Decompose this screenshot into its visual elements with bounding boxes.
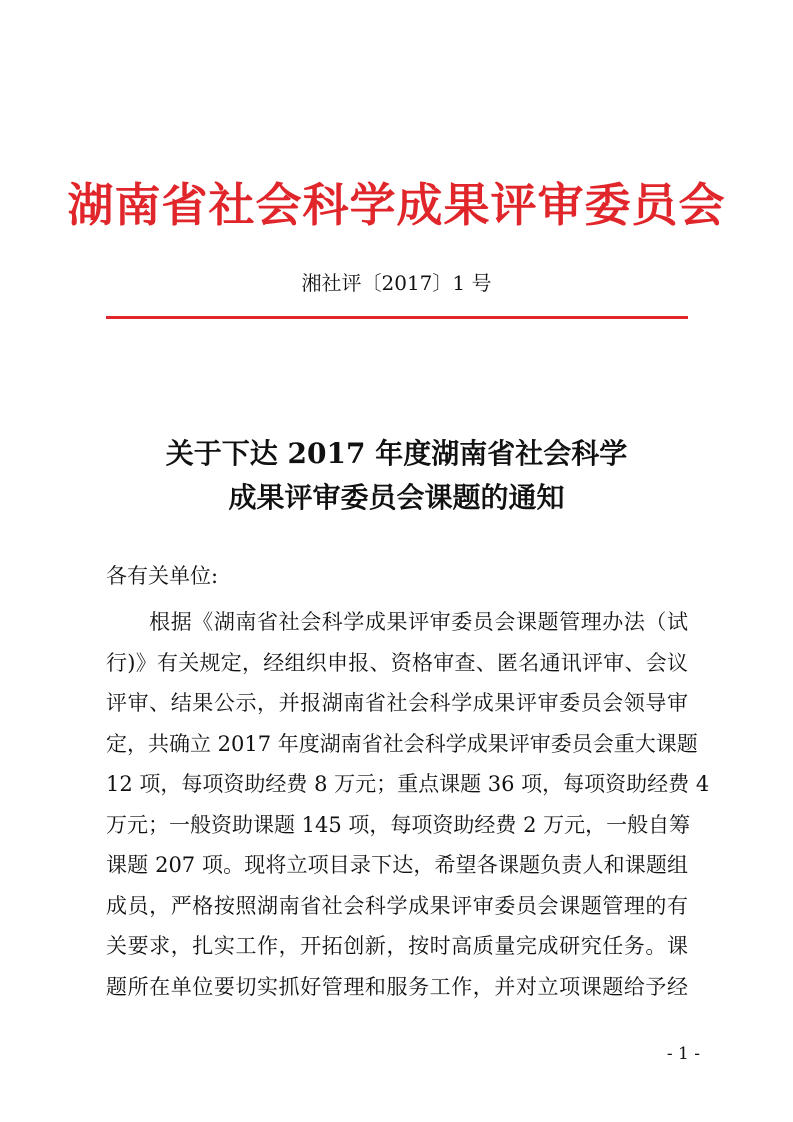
salutation: 各有关单位: <box>106 564 219 588</box>
notice-title-line: 关于下达 2017 年度湖南省社会科学 <box>165 437 628 470</box>
body-line: 12 项，每项资助经费 8 万元；重点课题 36 项，每项资助经费 4 <box>106 772 710 796</box>
body-line: 行)》有关规定，经组织申报、资格审查、匿名通讯评审、会议 <box>106 650 688 675</box>
body-line: 评审、结果公示，并报湖南省社会科学成果评审委员会领导审 <box>106 691 688 715</box>
red-divider-line <box>106 316 688 319</box>
body-line: 万元；一般资助课题 145 项，每项资助经费 2 万元，一般自筹 <box>106 812 691 837</box>
body-line: 成员，严格按照湖南省社会科学成果评审委员会课题管理的有 <box>106 893 688 918</box>
notice-title <box>0 432 793 520</box>
body-paragraph <box>106 602 710 1007</box>
body-line: 关要求，扎实工作，开拓创新，按时高质量完成研究任务。课 <box>106 934 688 958</box>
issuing-organization-header: 湖南省社会科学成果评审委员会 <box>67 178 726 232</box>
body-line: 根据《湖南省社会科学成果评审委员会课题管理办法（试 <box>106 610 688 634</box>
document-number: 湘社评〔2017〕1 号 <box>301 271 492 295</box>
page-number: - 1 - <box>666 1044 700 1064</box>
notice-title-line: 成果评审委员会课题的通知 <box>228 481 565 514</box>
body-line: 题所在单位要切实抓好管理和服务工作，并对立项课题给予经 <box>106 974 688 999</box>
body-line: 定，共确立 2017 年度湖南省社会科学成果评审委员会重大课题 <box>106 731 698 756</box>
body-line: 课题 207 项。现将立项目录下达，希望各课题负责人和课题组 <box>106 853 688 877</box>
